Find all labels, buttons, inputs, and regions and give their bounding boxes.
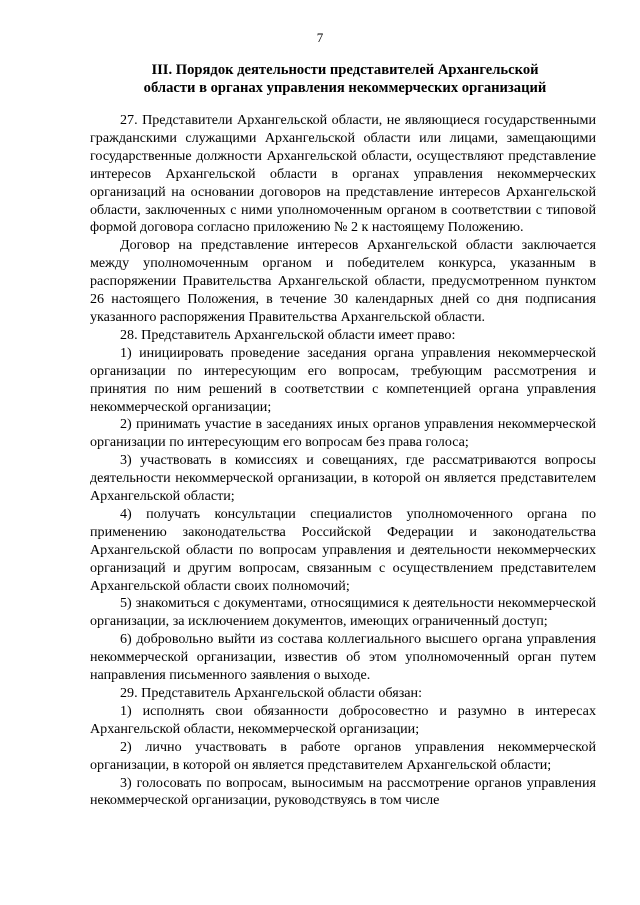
section-title-line-2: области в органах управления некоммерческих организаций — [143, 80, 547, 97]
paragraph-28-item-2: 2) принимать участие в заседаниях иных органов управления некоммерческой организации по интересующим его вопросам без права голоса; — [90, 416, 596, 451]
paragraph-28-item-5: 5) знакомиться с документами, относящимися к деятельности некоммерческой организации, за исключением документов, имеющих ограниченный доступ; — [90, 595, 596, 630]
paragraph-29: 29. Представитель Архангельской области обязан: — [120, 685, 423, 701]
paragraph-28-item-1: 1) инициировать проведение заседания органа управления некоммерческой организации по интересующим его вопросам, требующим рассмотрения и принятия по ним решений в соответствии с компетенцией органа управления некоммерческой организации; — [90, 344, 596, 415]
page-number: 7 — [316, 30, 324, 45]
paragraph-29-item-3: 3) голосовать по вопросам, выносимым на рассмотрение органов управления некоммерческой организации, руководствуясь в том числе — [90, 774, 596, 809]
document-body — [90, 112, 596, 810]
paragraph-28-item-4: 4) получать консультации специалистов уполномоченного органа по применению законодательства Российской Федерации и законодательства Архангельской области по вопросам управления и деятельности некоммерческих организаций и другим вопросам, связанным с осуществлением представителем Архангельской области своих полномочий; — [90, 505, 596, 594]
paragraph-28-item-6: 6) добровольно выйти из состава коллегиального высшего органа управления некоммерческой организации, известив об этом уполномоченный орган путем направления письменного заявления о выходе. — [90, 631, 596, 684]
paragraph-29-item-1: 1) исполнять свои обязанности добросовестно и разумно в интересах Архангельской области, некоммерческой организации; — [90, 702, 596, 737]
paragraph-contract: Договор на представление интересов Архангельской области заключается между уполномоченным органом и победителем конкурса, указанным в распоряжении Правительства Архангельской области, предусмотренном пунктом 26 настоящего Положения, в течение 30 календарных дней со дня подписания указанного распоряжения Правительства Архангельской области. — [90, 237, 596, 325]
paragraph-27: 27. Представители Архангельской области, не являющиеся государственными гражданскими служащими Архангельской области или лицами, замещающими государственные должности Архангельской области, осуществляют представление интересов Архангельской области в органах управления некоммерческих организаций на основании договоров на представление интересов Архангельской области, заключенных с ними уполномоченным органом в соответствии с типовой формой договора согласно приложению № 2 к настоящему Положению. — [90, 112, 596, 236]
paragraph-28: 28. Представитель Архангельской области имеет право: — [120, 326, 456, 343]
paragraph-28-item-3: 3) участвовать в комиссиях и совещаниях, где рассматриваются вопросы деятельности некоммерческой организации, в которой он является представителем Архангельской области; — [90, 452, 596, 505]
paragraph-29-item-2: 2) лично участвовать в работе органов управления некоммерческой организации, в которой он является представителем Архангельской области; — [90, 738, 596, 773]
section-title — [90, 61, 600, 98]
section-title-line-1: III. Порядок деятельности представителей Архангельской — [151, 62, 539, 78]
